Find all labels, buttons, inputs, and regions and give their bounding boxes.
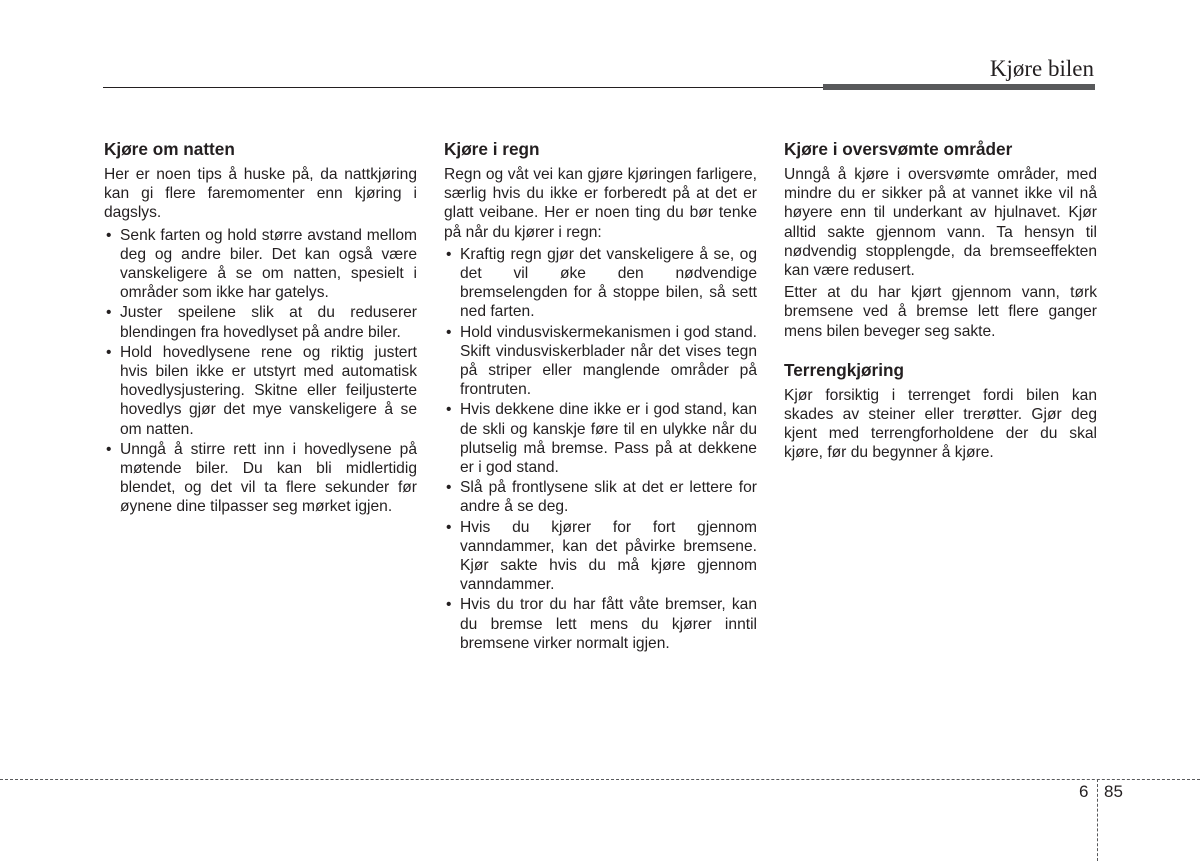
list-item: • Hold vindusviskermekanismen i god stand. Skift vindusviskerblader når det vises tegn på striper eller manglende områder på frontruten.	[446, 323, 757, 399]
list-item: • Hvis du tror du har fått våte bremser, kan du bremse lett mens du kjører inntil bremsene virker normalt igjen.	[446, 596, 757, 652]
bullet-list	[104, 226, 417, 517]
list-item: • Hold hovedlysene rene og riktig justert hvis bilen ikke er utstyrt med automatisk hovedlysjustering. Skitne eller feiljusterte hovedlys gjør det mye vanskeligere å se om natten.	[106, 343, 417, 438]
section-paragraph: Etter at du har kjørt gjennom vann, tørk bremsene ved å bremse lett flere ganger mens bilen beveger seg sakte.	[784, 284, 1097, 340]
section-heading: Kjøre i regn	[444, 139, 540, 159]
bullet-list	[444, 245, 757, 653]
section-intro: Her er noen tips å huske på, da nattkjøring kan gi flere faremomenter enn kjøring i dagslys.	[104, 166, 417, 222]
list-item: • Unngå å stirre rett inn i hovedlysene på møtende biler. Du kan bli midlertidig blendet, og det vil ta flere sekunder før øynene dine tilpasser seg mørket igjen.	[106, 440, 417, 516]
section-spacer	[784, 344, 1097, 359]
list-item: • Slå på frontlysene slik at det er lettere for andre å se deg.	[446, 479, 757, 516]
bullet-icon: •	[446, 596, 452, 614]
page-number: 85	[1104, 782, 1123, 801]
section-heading: Kjøre i oversvømte områder	[784, 139, 1013, 159]
section-paragraph: Kjør forsiktig i terrenget fordi bilen kan skades av steiner eller trerøtter. Gjør deg kjent med terrengforholdene der du skal kjøre, før du begynner å kjøre.	[784, 386, 1097, 462]
list-item: • Hvis dekkene dine ikke er i god stand, kan de skli og kanskje føre til en ulykke når du plutselig må bremse. Pass på at dekkene er i god stand.	[446, 401, 757, 477]
footer-dashed-divider	[1097, 779, 1098, 861]
bullet-icon: •	[446, 323, 452, 341]
section-heading-terrain: Terrengkjøring	[784, 359, 905, 380]
list-item: • Kraftig regn gjør det vanskeligere å se, og det vil øke den nødvendige bremselengden for å stoppe bilen, så sett ned farten.	[446, 245, 757, 321]
section-heading: Kjøre om natten	[104, 139, 235, 159]
column-night-driving	[104, 138, 417, 518]
bullet-icon: •	[106, 343, 112, 361]
chapter-title: Kjøre bilen	[989, 56, 1094, 81]
bullet-icon: •	[106, 440, 112, 458]
section-intro: Regn og våt vei kan gjøre kjøringen farligere, særlig hvis du ikke er forberedt på at det er glatt veibane. Her er noen ting du bør tenke på når du kjører i regn:	[444, 166, 757, 241]
list-item: • Senk farten og hold større avstand mellom deg og andre biler. Det kan også være vanskeligere å se om natten, spesielt i områder som ikke har gatelys.	[106, 226, 417, 302]
footer-dashed-rule	[0, 779, 1200, 780]
list-item: • Hvis du kjører for fort gjennom vanndammer, kan det påvirke bremsene. Kjør sakte hvis du må kjøre gjennom vanndammer.	[446, 518, 757, 594]
chapter-number: 6	[1079, 782, 1089, 801]
bullet-icon: •	[446, 401, 452, 419]
bullet-icon: •	[106, 226, 112, 244]
bullet-icon: •	[446, 245, 452, 263]
list-item: • Juster speilene slik at du reduserer blendingen fra hovedlyset på andre biler.	[106, 304, 417, 341]
bullet-icon: •	[446, 518, 452, 536]
column-flooded-areas	[784, 138, 1097, 466]
section-paragraph: Unngå å kjøre i oversvømte områder, med mindre du er sikker på at vannet ikke vil nå høyere enn til underkant av hjulnavet. Kjør alltid sakte gjennom vann. Ta hensyn til nødvendig stopplengde, da bremseeffekten kan være redusert.	[784, 166, 1097, 280]
header-accent-bar	[823, 84, 1095, 90]
bullet-icon: •	[446, 479, 452, 497]
column-rain-driving	[444, 138, 757, 654]
bullet-icon: •	[106, 304, 112, 322]
